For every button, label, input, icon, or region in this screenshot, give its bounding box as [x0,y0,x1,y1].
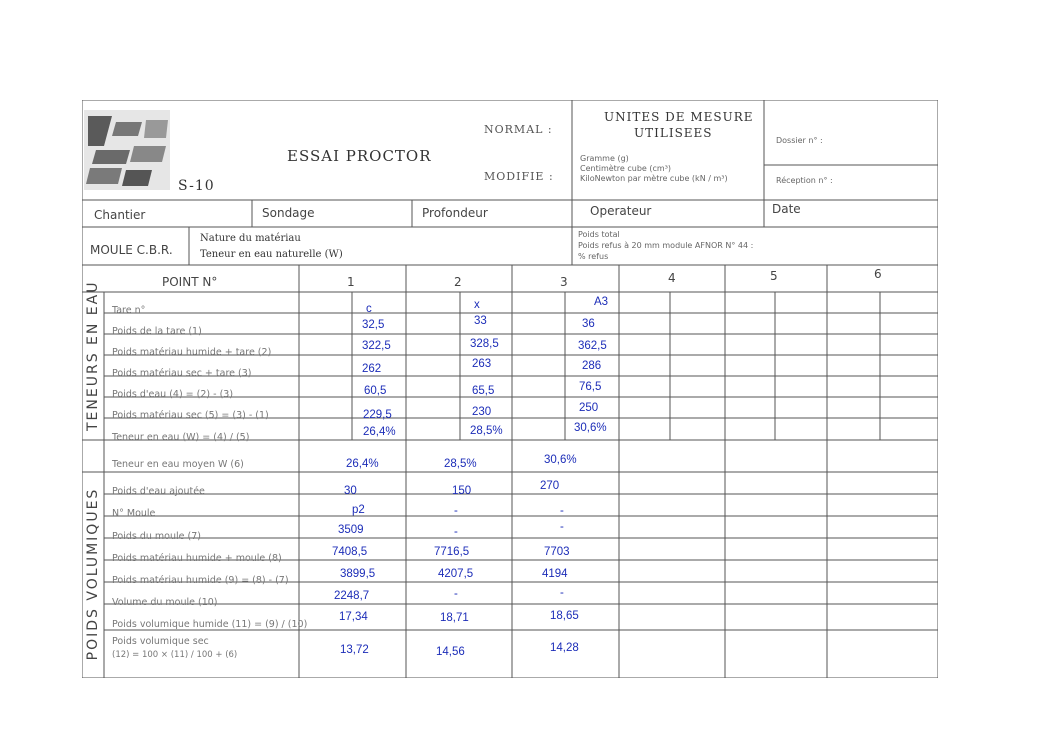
row-tare-label: Tare n° [112,305,146,316]
proctor-form [82,100,938,678]
row-volume-label: Volume du moule (10) [112,597,218,608]
point-3: 3 [560,275,568,289]
row-sec-label: Poids matériau sec (5) = (3) - (1) [112,410,269,421]
company-logo [82,102,174,194]
profondeur-label: Profondeur [422,206,488,220]
cell-poids-tare-2: 33 [474,315,487,327]
cell-sec-tare-3: 286 [582,360,602,372]
date-label: Date [772,202,801,216]
teneur-naturelle-label: Teneur en eau naturelle (W) [200,249,343,260]
point-5: 5 [770,269,778,283]
cell-humide-tare-3: 362,5 [578,340,607,352]
cell-vol-humide-3: 18,65 [550,610,579,622]
cell-moyen-2: 28,5% [444,458,477,470]
row-sec-tare-label: Poids matériau sec + tare (3) [112,368,252,379]
sondage-label: Sondage [262,206,315,220]
cell-poids-moule-2: - [454,526,458,538]
cell-poids-tare-3: 36 [582,318,595,330]
cell-vol-sec-1: 13,72 [340,644,369,656]
row-eau-ajoutee-label: Poids d'eau ajoutée [112,486,205,497]
row-humide-label: Poids matériau humide (9) = (8) - (7) [112,575,289,586]
point-4: 4 [668,271,676,285]
cell-moyen-1: 26,4% [346,458,379,470]
row-vol-sec-formula: (12) = 100 × (11) / 100 + (6) [112,650,238,660]
row-num-moule-label: N° Moule [112,508,156,519]
row-vol-humide-label: Poids volumique humide (11) = (9) / (10) [112,619,308,630]
cell-poids-eau-1: 60,5 [364,385,387,397]
section-teneurs-en-eau: TENEURS EN EAU [85,280,101,431]
units-title-2: UTILISEES [634,126,713,140]
cell-humide-3: 4194 [542,568,568,580]
poids-total-label: Poids total [578,230,620,239]
cell-humide-moule-1: 7408,5 [332,546,368,558]
cell-vol-sec-3: 14,28 [550,642,579,654]
row-teneur-label: Teneur en eau (W) = (4) / (5) [112,432,250,443]
moule-cbr-label: MOULE C.B.R. [90,243,173,257]
point-2: 2 [454,275,462,289]
unit-cm3: Centimètre cube (cm³) [580,164,672,173]
cell-humide-tare-1: 322,5 [362,340,391,352]
cell-humide-tare-2: 328,5 [470,338,499,350]
cell-num-moule-1: p2 [352,504,365,516]
cell-volume-2: - [454,588,458,600]
cell-teneur-2: 28,5% [470,425,503,437]
cell-num-moule-3: - [560,505,564,517]
cell-eau-ajoutee-3: 270 [540,480,560,492]
cell-tare-2: x [474,299,480,311]
row-vol-sec-label: Poids volumique sec [112,636,209,647]
chantier-label: Chantier [94,208,146,222]
poids-refus-label: Poids refus à 20 mm module AFNOR N° 44 : [578,241,754,250]
cell-poids-moule-3: - [560,521,564,533]
cell-teneur-1: 26,4% [363,426,396,438]
cell-teneur-3: 30,6% [574,422,607,434]
unit-kn: KiloNewton par mètre cube (kN / m³) [580,174,728,183]
units-title-1: UNITES DE MESURE [604,110,754,124]
cell-num-moule-2: - [454,505,458,517]
section-poids-volumiques: POIDS VOLUMIQUES [85,487,101,661]
point-label: POINT N° [162,275,218,289]
form-title: ESSAI PROCTOR [287,147,432,165]
cell-sec-tare-1: 262 [362,363,382,375]
cell-sec-1: 229,5 [363,409,392,421]
point-6: 6 [874,267,882,281]
cell-tare-1: c [366,303,372,315]
point-1: 1 [347,275,355,289]
reception-label: Réception n° : [776,176,833,185]
operateur-label: Operateur [590,204,652,218]
unit-gramme: Gramme (g) [580,154,629,163]
cell-sec-tare-2: 263 [472,358,492,370]
normal-label: NORMAL : [484,123,553,136]
cell-poids-eau-2: 65,5 [472,385,495,397]
cell-vol-humide-2: 18,71 [440,612,469,624]
cell-humide-moule-3: 7703 [544,546,570,558]
form-code: S-10 [178,178,215,194]
row-humide-moule-label: Poids matériau humide + moule (8) [112,553,282,564]
dossier-label: Dossier n° : [776,136,823,145]
cell-poids-moule-1: 3509 [338,524,364,536]
cell-sec-2: 230 [472,406,492,418]
cell-volume-3: - [560,587,564,599]
cell-eau-ajoutee-1: 30 [344,485,357,497]
row-poids-tare-label: Poids de la tare (1) [112,326,202,337]
cell-humide-moule-2: 7716,5 [434,546,470,558]
row-moyen-label: Teneur en eau moyen W (6) [112,459,244,470]
cell-tare-3: A3 [594,296,609,308]
modifie-label: MODIFIE : [484,170,554,183]
cell-poids-tare-1: 32,5 [362,319,385,331]
cell-volume-1: 2248,7 [334,590,370,602]
row-poids-eau-label: Poids d'eau (4) = (2) - (3) [112,389,234,400]
pct-refus-label: % refus [578,252,609,261]
cell-poids-eau-3: 76,5 [579,381,602,393]
nature-label: Nature du matériau [200,233,301,244]
cell-vol-humide-1: 17,34 [339,611,368,623]
cell-eau-ajoutee-2: 150 [452,485,472,497]
cell-humide-1: 3899,5 [340,568,376,580]
row-humide-tare-label: Poids matériau humide + tare (2) [112,347,272,358]
cell-vol-sec-2: 14,56 [436,646,465,658]
cell-sec-3: 250 [579,402,599,414]
logo-graphic [82,102,174,194]
row-poids-moule-label: Poids du moule (7) [112,531,201,542]
cell-humide-2: 4207,5 [438,568,474,580]
cell-moyen-3: 30,6% [544,454,577,466]
